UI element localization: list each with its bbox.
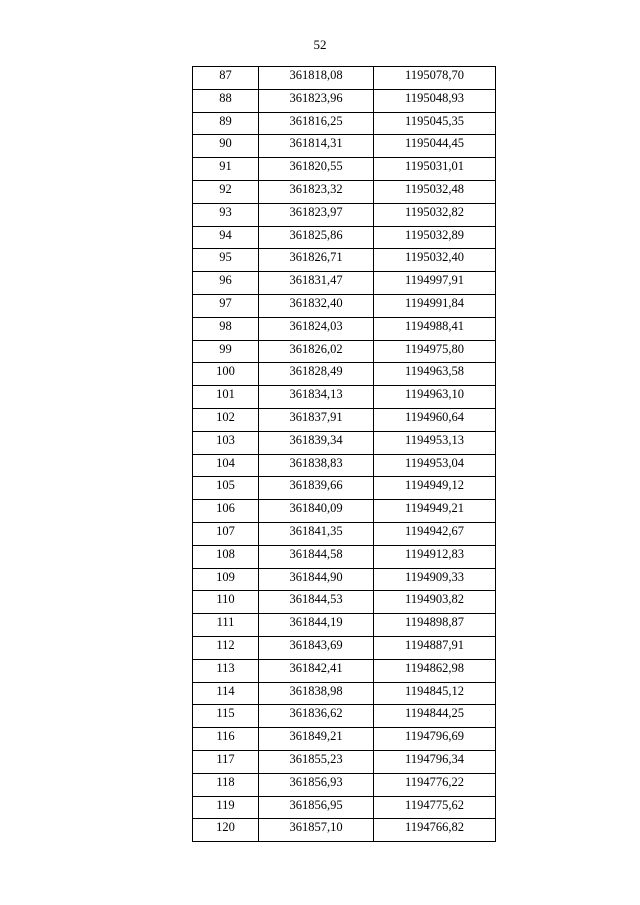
table-row (193, 158, 496, 181)
x-coordinate-cell: 361837,91 (259, 408, 374, 431)
point-number-cell: 113 (193, 659, 259, 682)
x-coordinate-cell: 361840,09 (259, 500, 374, 523)
point-number-cell: 92 (193, 180, 259, 203)
x-coordinate-cell: 361855,23 (259, 750, 374, 773)
y-coordinate-cell: 1194887,91 (374, 636, 496, 659)
table-row (193, 226, 496, 249)
table-row (193, 272, 496, 295)
y-coordinate-cell: 1194766,82 (374, 819, 496, 842)
point-number-cell: 115 (193, 705, 259, 728)
x-coordinate-cell: 361831,47 (259, 272, 374, 295)
x-coordinate-cell: 361839,66 (259, 477, 374, 500)
point-number-cell: 89 (193, 112, 259, 135)
table-row (193, 386, 496, 409)
point-number-cell: 119 (193, 796, 259, 819)
table-row (193, 682, 496, 705)
table-row (193, 545, 496, 568)
y-coordinate-cell: 1194845,12 (374, 682, 496, 705)
x-coordinate-cell: 361844,53 (259, 591, 374, 614)
point-number-cell: 88 (193, 89, 259, 112)
y-coordinate-cell: 1194991,84 (374, 294, 496, 317)
y-coordinate-cell: 1194862,98 (374, 659, 496, 682)
table-row (193, 636, 496, 659)
y-coordinate-cell: 1194844,25 (374, 705, 496, 728)
y-coordinate-cell: 1194997,91 (374, 272, 496, 295)
table-row (193, 728, 496, 751)
x-coordinate-cell: 361839,34 (259, 431, 374, 454)
table-row (193, 89, 496, 112)
page-number: 52 (313, 37, 327, 52)
x-coordinate-cell: 361823,32 (259, 180, 374, 203)
x-coordinate-cell: 361838,98 (259, 682, 374, 705)
x-coordinate-cell: 361834,13 (259, 386, 374, 409)
x-coordinate-cell: 361824,03 (259, 317, 374, 340)
x-coordinate-cell: 361849,21 (259, 728, 374, 751)
table-row (193, 431, 496, 454)
x-coordinate-cell: 361842,41 (259, 659, 374, 682)
y-coordinate-cell: 1194975,80 (374, 340, 496, 363)
point-number-cell: 108 (193, 545, 259, 568)
table-row (193, 750, 496, 773)
y-coordinate-cell: 1194988,41 (374, 317, 496, 340)
y-coordinate-cell: 1194949,21 (374, 500, 496, 523)
table-row (193, 614, 496, 637)
table-row (193, 500, 496, 523)
table-row (193, 591, 496, 614)
point-number-cell: 99 (193, 340, 259, 363)
table-row (193, 522, 496, 545)
table-row (193, 112, 496, 135)
point-number-cell: 111 (193, 614, 259, 637)
y-coordinate-cell: 1195078,70 (374, 67, 496, 90)
y-coordinate-cell: 1194912,83 (374, 545, 496, 568)
y-coordinate-cell: 1195032,40 (374, 249, 496, 272)
point-number-cell: 105 (193, 477, 259, 500)
coordinates-table (192, 66, 496, 842)
y-coordinate-cell: 1195044,45 (374, 135, 496, 158)
x-coordinate-cell: 361826,71 (259, 249, 374, 272)
x-coordinate-cell: 361856,95 (259, 796, 374, 819)
table-row (193, 454, 496, 477)
point-number-cell: 95 (193, 249, 259, 272)
point-number-cell: 114 (193, 682, 259, 705)
table-row (193, 568, 496, 591)
table-row (193, 773, 496, 796)
table-row (193, 819, 496, 842)
y-coordinate-cell: 1194903,82 (374, 591, 496, 614)
point-number-cell: 118 (193, 773, 259, 796)
point-number-cell: 104 (193, 454, 259, 477)
table-row (193, 363, 496, 386)
point-number-cell: 93 (193, 203, 259, 226)
table-row (193, 249, 496, 272)
x-coordinate-cell: 361816,25 (259, 112, 374, 135)
table-row (193, 180, 496, 203)
table-row (193, 477, 496, 500)
point-number-cell: 97 (193, 294, 259, 317)
table-row (193, 340, 496, 363)
x-coordinate-cell: 361838,83 (259, 454, 374, 477)
point-number-cell: 103 (193, 431, 259, 454)
table-row (193, 408, 496, 431)
point-number-cell: 101 (193, 386, 259, 409)
table-row (193, 203, 496, 226)
coordinates-table-body (193, 67, 496, 842)
point-number-cell: 100 (193, 363, 259, 386)
point-number-cell: 94 (193, 226, 259, 249)
x-coordinate-cell: 361828,49 (259, 363, 374, 386)
x-coordinate-cell: 361856,93 (259, 773, 374, 796)
table-row (193, 135, 496, 158)
x-coordinate-cell: 361823,96 (259, 89, 374, 112)
x-coordinate-cell: 361826,02 (259, 340, 374, 363)
table-row (193, 796, 496, 819)
y-coordinate-cell: 1195032,89 (374, 226, 496, 249)
point-number-cell: 91 (193, 158, 259, 181)
y-coordinate-cell: 1194963,58 (374, 363, 496, 386)
point-number-cell: 112 (193, 636, 259, 659)
x-coordinate-cell: 361841,35 (259, 522, 374, 545)
point-number-cell: 116 (193, 728, 259, 751)
point-number-cell: 109 (193, 568, 259, 591)
x-coordinate-cell: 361820,55 (259, 158, 374, 181)
point-number-cell: 102 (193, 408, 259, 431)
x-coordinate-cell: 361825,86 (259, 226, 374, 249)
y-coordinate-cell: 1194776,22 (374, 773, 496, 796)
y-coordinate-cell: 1194963,10 (374, 386, 496, 409)
point-number-cell: 110 (193, 591, 259, 614)
x-coordinate-cell: 361857,10 (259, 819, 374, 842)
x-coordinate-cell: 361844,19 (259, 614, 374, 637)
x-coordinate-cell: 361832,40 (259, 294, 374, 317)
point-number-cell: 87 (193, 67, 259, 90)
y-coordinate-cell: 1194909,33 (374, 568, 496, 591)
table-row (193, 317, 496, 340)
point-number-cell: 117 (193, 750, 259, 773)
x-coordinate-cell: 361844,90 (259, 568, 374, 591)
y-coordinate-cell: 1194949,12 (374, 477, 496, 500)
y-coordinate-cell: 1194898,87 (374, 614, 496, 637)
x-coordinate-cell: 361814,31 (259, 135, 374, 158)
x-coordinate-cell: 361843,69 (259, 636, 374, 659)
table-row (193, 705, 496, 728)
point-number-cell: 107 (193, 522, 259, 545)
y-coordinate-cell: 1194796,34 (374, 750, 496, 773)
x-coordinate-cell: 361818,08 (259, 67, 374, 90)
point-number-cell: 120 (193, 819, 259, 842)
table-row (193, 659, 496, 682)
y-coordinate-cell: 1194953,04 (374, 454, 496, 477)
y-coordinate-cell: 1195032,48 (374, 180, 496, 203)
x-coordinate-cell: 361844,58 (259, 545, 374, 568)
y-coordinate-cell: 1194953,13 (374, 431, 496, 454)
x-coordinate-cell: 361836,62 (259, 705, 374, 728)
y-coordinate-cell: 1194775,62 (374, 796, 496, 819)
y-coordinate-cell: 1195032,82 (374, 203, 496, 226)
point-number-cell: 90 (193, 135, 259, 158)
y-coordinate-cell: 1195048,93 (374, 89, 496, 112)
y-coordinate-cell: 1195031,01 (374, 158, 496, 181)
point-number-cell: 106 (193, 500, 259, 523)
y-coordinate-cell: 1194942,67 (374, 522, 496, 545)
point-number-cell: 98 (193, 317, 259, 340)
y-coordinate-cell: 1194796,69 (374, 728, 496, 751)
table-row (193, 294, 496, 317)
x-coordinate-cell: 361823,97 (259, 203, 374, 226)
y-coordinate-cell: 1194960,64 (374, 408, 496, 431)
point-number-cell: 96 (193, 272, 259, 295)
table-row (193, 67, 496, 90)
y-coordinate-cell: 1195045,35 (374, 112, 496, 135)
